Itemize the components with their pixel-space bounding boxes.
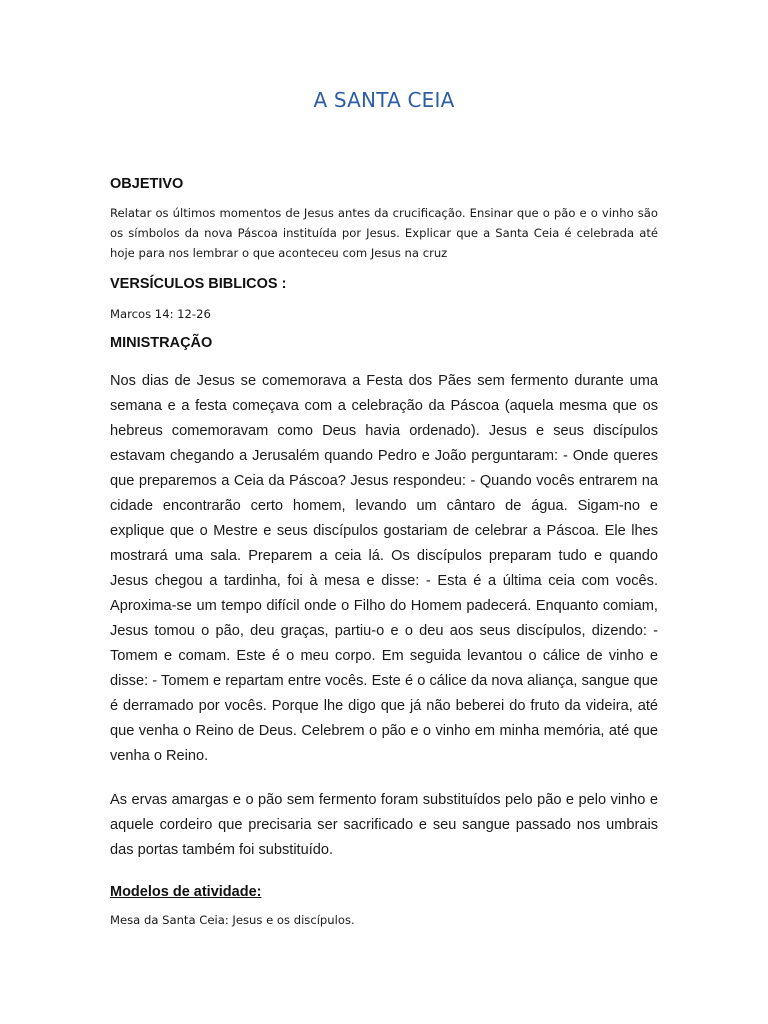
objective-text: Relatar os últimos momentos de Jesus antes da crucificação. Ensinar que o pão e o vinho são os símbolos da nova Páscoa instituída por Jesus. Explicar que a Santa Ceia é celebrada até hoje para nos lembrar o que aconteceu com Jesus na cruz bbox=[110, 206, 658, 260]
verses-reference: Marcos 14: 12-26 bbox=[110, 307, 211, 321]
activities-heading: Modelos de atividade: bbox=[110, 884, 262, 900]
activities-text: Mesa da Santa Ceia: Jesus e os discípulos. bbox=[110, 913, 355, 927]
ministry-paragraph-2: As ervas amargas e o pão sem fermento foram substituídos pelo pão e pelo vinho e aquele cordeiro que precisaria ser sacrificado e seu sangue passado nos umbrais das portas também foi substituído. bbox=[110, 792, 658, 858]
ministry-paragraph-1: Nos dias de Jesus se comemorava a Festa dos Pães sem fermento durante uma semana e a festa começava com a celebração da Páscoa (aquela mesma que os hebreus comemoravam como Deus havia ordenado). Jesus e seus discípulos estavam chegando a Jerusalém quando Pedro e João perguntaram: - Onde queres que preparemos a Ceia da Páscoa? Jesus respondeu: - Quando vocês entrarem na cidade encontrarão certo homem, levando um cântaro de água. Sigam-no e explique que o Mestre e seus discípulos gostariam de celebrar a Páscoa. Ele lhes mostrará uma sala. Preparem a ceia lá. Os discípulos preparam tudo e quando Jesus chegou a tardinha, foi à mesa e disse: - Esta é a última ceia com vocês. Aproxima-se um tempo difícil onde o Filho do Homem padecerá. Enquanto comiam, Jesus tomou o pão, deu graças, partiu-o e o deu aos seus discípulos, dizendo: - Tomem e comam. Este é o meu corpo. Em seguida levantou o cálice de vinho e disse: - Tomem e repartam entre vocês. Este é o cálice da nova aliança, sangue que é derramado por vocês. Porque lhe digo que já não beberei do fruto da videira, até que venha o Reino de Deus. Celebrem o pão e o vinho em minha memória, até que venha o Reino. bbox=[110, 373, 658, 764]
objective-heading: OBJETIVO bbox=[110, 176, 184, 192]
verses-heading: VERSÍCULOS BIBLICOS : bbox=[110, 276, 287, 292]
ministry-heading: MINISTRAÇÃO bbox=[110, 335, 213, 351]
document-title: A SANTA CEIA bbox=[313, 88, 455, 112]
